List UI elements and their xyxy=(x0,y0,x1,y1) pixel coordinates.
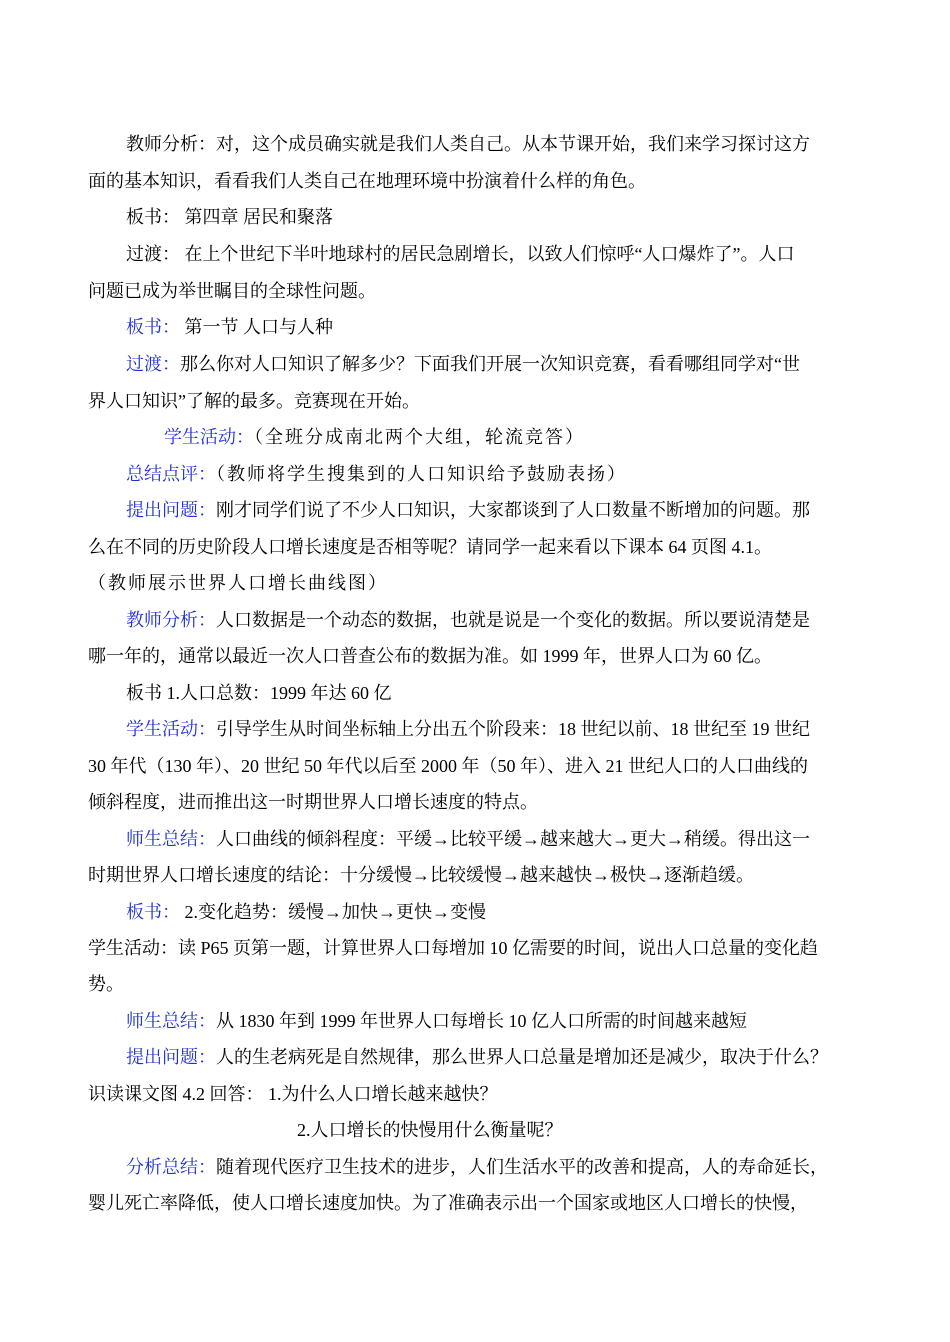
line-text: 过渡： 在上个世纪下半叶地球村的居民急剧增长，以致人们惊呼“人口爆炸了”。人口 xyxy=(126,244,795,264)
line-text: 板书 1.人口总数：1999 年达 60 亿 xyxy=(126,683,392,703)
line-text: 哪一年的，通常以最近一次人口普查公布的数据为准。如 1999 年，世界人口为 60 亿。 xyxy=(88,646,772,666)
section-label: 学生活动： xyxy=(164,427,254,447)
paragraph-line xyxy=(164,425,585,449)
section-label: 师生总结： xyxy=(126,829,216,849)
line-text: 那么你对人口知识了解多少？下面我们开展一次知识竞赛，看看哪组同学对“世 xyxy=(180,354,800,374)
paragraph-line xyxy=(126,498,810,522)
paragraph-line xyxy=(126,132,810,156)
line-text: 势。 xyxy=(88,974,124,994)
line-text: 人口数据是一个动态的数据，也就是说是一个变化的数据。所以要说清楚是 xyxy=(216,610,810,630)
paragraph-line xyxy=(126,242,794,266)
paragraph-line xyxy=(88,535,772,559)
line-text: 识读课文图 4.2 回答： 1.为什么人口增长越来越快？ xyxy=(88,1084,498,1104)
line-text: （教师展示世界人口增长曲线图） xyxy=(88,573,388,593)
line-text: 从 1830 年到 1999 年世界人口每增长 10 亿人口所需的时间越来越短 xyxy=(216,1011,747,1031)
paragraph-line xyxy=(126,1155,828,1179)
line-text: 引导学生从时间坐标轴上分出五个阶段来：18 世纪以前、18 世纪至 19 世纪 xyxy=(216,719,810,739)
line-text: 教师分析：对，这个成员确实就是我们人类自己。从本节课开始，我们来学习探讨这方 xyxy=(126,134,810,154)
paragraph-line xyxy=(126,205,333,229)
paragraph-line xyxy=(88,571,388,595)
line-text: （教师将学生搜集到的人口知识给予鼓励表扬） xyxy=(216,464,627,484)
line-text: 倾斜程度，进而推出这一时期世界人口增长速度的特点。 xyxy=(88,792,538,812)
line-text: 刚才同学们说了不少人口知识，大家都谈到了人口数量不断增加的问题。那 xyxy=(216,500,810,520)
section-label: 板书： xyxy=(126,317,180,337)
line-text: 板书： 第四章 居民和聚落 xyxy=(126,207,333,227)
section-label: 教师分析： xyxy=(126,610,216,630)
section-label: 分析总结： xyxy=(126,1157,216,1177)
paragraph-line xyxy=(126,681,392,705)
paragraph-line xyxy=(126,352,800,376)
section-label: 总结点评： xyxy=(126,464,216,484)
section-label: 过渡： xyxy=(126,354,180,374)
paragraph-line xyxy=(126,1045,828,1069)
line-text: 第一节 人口与人种 xyxy=(180,317,333,337)
line-text: 问题已成为举世瞩目的全球性问题。 xyxy=(88,281,376,301)
paragraph-line xyxy=(88,389,420,413)
section-label: 学生活动： xyxy=(126,719,216,739)
paragraph-line xyxy=(126,827,810,851)
paragraph-line xyxy=(88,936,818,960)
line-text: 界人口知识”了解的最多。竞赛现在开始。 xyxy=(88,391,420,411)
section-label: 提出问题： xyxy=(126,500,216,520)
section-label: 板书： xyxy=(126,902,180,922)
line-text: 2.变化趋势：缓慢→加快→更快→变慢 xyxy=(180,902,486,922)
line-text: 人口曲线的倾斜程度：平缓→比较平缓→越来越大→更大→稍缓。得出这一 xyxy=(216,829,810,849)
line-text: （全班分成南北两个大组，轮流竞答） xyxy=(254,427,585,447)
paragraph-line xyxy=(126,608,810,632)
paragraph-line xyxy=(126,717,810,741)
paragraph-line xyxy=(88,1082,498,1106)
line-text: 人的生老病死是自然规律，那么世界人口总量是增加还是减少，取决于什么？ xyxy=(216,1047,828,1067)
line-text: 么在不同的历史阶段人口增长速度是否相等呢？请同学一起来看以下课本 64 页图 4.1。 xyxy=(88,537,772,557)
line-text: 随着现代医疗卫生技术的进步，人们生活水平的改善和提高，人的寿命延长， xyxy=(216,1157,828,1177)
paragraph-line xyxy=(297,1118,563,1142)
line-text: 学生活动：读 P65 页第一题，计算世界人口每增加 10 亿需要的时间，说出人口总量的变化趋 xyxy=(88,938,819,958)
line-text: 2.人口增长的快慢用什么衡量呢？ xyxy=(297,1120,563,1140)
paragraph-line xyxy=(88,790,538,814)
paragraph-line xyxy=(88,644,772,668)
section-label: 提出问题： xyxy=(126,1047,216,1067)
paragraph-line xyxy=(88,1191,808,1215)
section-label: 师生总结： xyxy=(126,1011,216,1031)
paragraph-line xyxy=(88,754,808,778)
paragraph-line xyxy=(88,972,124,996)
line-text: 30 年代（130 年）、20 世纪 50 年代以后至 2000 年（50 年）、进入 21 世纪人口的人口曲线的 xyxy=(88,756,808,776)
line-text: 面的基本知识，看看我们人类自己在地理环境中扮演着什么样的角色。 xyxy=(88,171,646,191)
paragraph-line xyxy=(88,279,376,303)
paragraph-line xyxy=(126,315,333,339)
paragraph-line xyxy=(126,1009,747,1033)
line-text: 时期世界人口增长速度的结论：十分缓慢→比较缓慢→越来越快→极快→逐渐趋缓。 xyxy=(88,865,754,885)
paragraph-line xyxy=(126,900,486,924)
paragraph-line xyxy=(126,462,627,486)
line-text: 婴儿死亡率降低，使人口增长速度加快。为了准确表示出一个国家或地区人口增长的快慢， xyxy=(88,1193,808,1213)
paragraph-line xyxy=(88,169,646,193)
paragraph-line xyxy=(88,863,754,887)
